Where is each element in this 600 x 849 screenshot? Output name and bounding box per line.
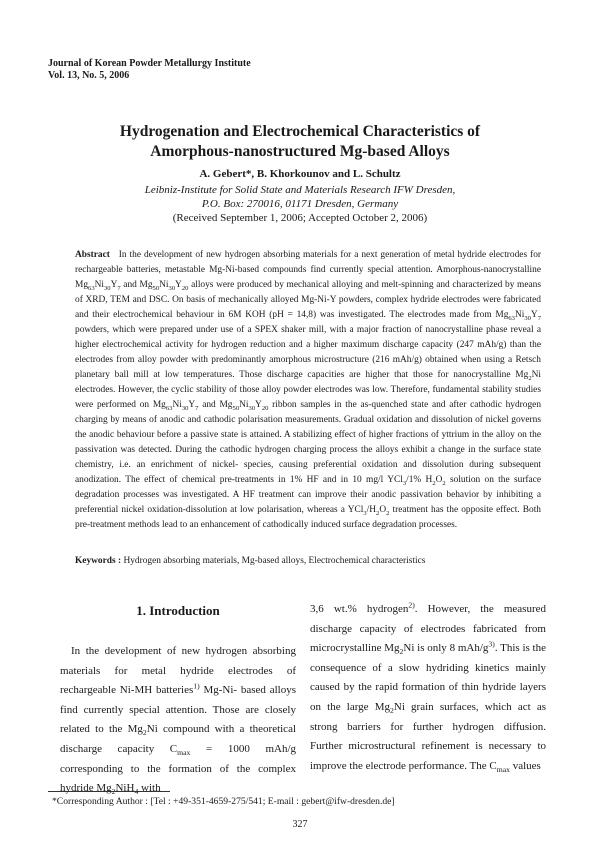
received-dates: (Received September 1, 2006; Accepted October 2, 2006) [172, 212, 428, 224]
subscript: 2 [386, 509, 390, 517]
title-line-1: Hydrogenation and Electrochemical Characteristics of [119, 123, 481, 140]
subscript: 63 [165, 404, 173, 412]
subscript: 7 [537, 314, 541, 322]
subscript: 63 [88, 284, 95, 292]
left-column [60, 600, 296, 799]
abstract-text: Y [255, 400, 262, 410]
abstract-text: solution on the surface degradation processes was investigated. A HF treatment can improve their anodic passivation behavior by inhibiting a preferential nickel oxidation-dissolution at low polarisation, whereas a YCl [75, 475, 542, 515]
abstract-text: Y [175, 280, 182, 290]
corresponding-author-footnote: *Corresponding Author : [Tel : +49-351-4659-275/541; E-mail : gebert@ifw-dresden.de] [52, 796, 395, 807]
abstract-text: Ni electrodes. However, the cyclic stability of those alloy powder electrodes was low. Therefore, fundamental stability studies were performed on Mg [75, 370, 541, 410]
affiliation-line-1: Leibniz-Institute for Solid State and Materials Research IFW Dresden, [144, 184, 456, 196]
intro-paragraph-left [60, 642, 296, 799]
subscript: 7 [195, 404, 199, 412]
abstract-text: Ni [172, 400, 182, 410]
subscript: 2 [142, 728, 147, 738]
subscript: 2 [399, 647, 404, 657]
subscript: 30 [524, 314, 531, 322]
subscript: 20 [181, 284, 189, 292]
body-text: = 1000 mAh/g corresponding to the formation of the complex hydride Mg [60, 742, 296, 795]
journal-volume: Vol. 13, No. 5, 2006 [48, 70, 130, 81]
subscript: 2 [442, 479, 446, 487]
abstract-text: In the development of new hydrogen absorbing materials for a next generation of metal hydride electrodes for rechargeable batteries, metastable Mg-Ni-based compounds find currently special attention. Amorphous-nanocrystalline Mg [75, 250, 542, 290]
footnote-divider [48, 791, 170, 792]
subscript: 30 [103, 284, 111, 292]
subscript: max [496, 764, 510, 774]
body-text: with [138, 782, 161, 795]
subscript: 2 [432, 479, 436, 487]
body-text: . This is the consequence of a slow hydriding kinetics mainly caused by the rapid formation of thin hydride layers on the large Mg [310, 642, 546, 713]
body-text: Ni grain surfaces, which act as strong barriers for further hydrogen diffusion. Further microstructural refinement is necessary to improve the electrode performance. The C [310, 700, 546, 772]
abstract-text: Y [188, 400, 196, 410]
subscript: 3 [402, 479, 407, 487]
subscript: 2 [111, 787, 116, 797]
subscript: 20 [261, 404, 269, 412]
body-text: Ni compound with a theoretical discharge capacity C [60, 723, 297, 755]
citation: 3) [488, 639, 495, 649]
citation: 2) [408, 600, 415, 610]
abstract-text: powders, which were prepared under use of a SPEX shaker mill, with a major fraction of nanocrystalline phase reveal a higher electrochemical activity for hydrogen reduction and a higher maximum discharge capacity (247 mAh/g) than the electrodes from alloy powder with predominantly amorphous microstructure (216 mAh/g) obtained when using a Retsch planetary ball mill at low temperatures. Those discharge capacities are higher that those for nanocrystalline Mg [75, 325, 541, 380]
abstract-text: Ni [239, 400, 249, 410]
abstract-text: Y [530, 310, 538, 320]
subscript: 30 [168, 284, 176, 292]
body-text: NiH [115, 782, 135, 795]
abstract-text: alloys were produced by mechanical alloying and melt-spinning and characterized by means of XRD, TEM and DSC. On basis of mechanically alloyed Mg-Ni-Y powders, complex hydride electrodes were fabricated and their electrochemical behaviour in 6M KOH (pH = 14,8) was investigated. The electrodes made from Mg [75, 280, 541, 320]
keywords [75, 556, 541, 566]
authors: A. Gebert*, B. Khorkounov and L. Schultz [199, 168, 401, 180]
abstract-text: Y [110, 280, 118, 290]
journal-name: Journal of Korean Powder Metallurgy Institute [48, 58, 251, 69]
page-number: 327 [292, 819, 308, 830]
subscript: max [177, 748, 191, 758]
section-heading: 1. Introduction [136, 603, 220, 618]
body-text: In the development of new hydrogen absorbing materials for metal hydride electrodes of rechargeable Ni-MH batteries [60, 645, 296, 697]
body-text: values [509, 759, 541, 772]
abstract-text: Ni [94, 280, 104, 290]
abstract-text: /H [366, 505, 377, 515]
abstract-text: and Mg [198, 400, 233, 410]
subscript: 50 [232, 404, 240, 412]
body-text: . However, the measured discharge capacity of electrodes fabricated from microcrystalline Mg [310, 603, 546, 655]
abstract-text: treatment has the opposite effect. Both pre-treatment methods lead to an enhancement of cathodically induced surface degradation processes. [75, 505, 541, 530]
abstract-label: Abstract [75, 250, 110, 260]
paper-title [40, 122, 560, 162]
affiliation-line-2: P.O. Box: 270016, 01171 Dresden, Germany [201, 198, 399, 210]
body-text: Mg-Ni- based alloys find currently special attention. Those are closely related to the Mg [60, 684, 297, 736]
subscript: 4 [134, 787, 139, 797]
subscript: 7 [117, 284, 121, 292]
abstract-text: Ni [514, 310, 525, 320]
subscript: 3 [363, 509, 367, 517]
right-column [310, 600, 546, 776]
abstract-text: /1% H [406, 475, 433, 485]
abstract-text: and Mg [120, 280, 153, 290]
title-line-2: Amorphous-nanostructured Mg-based Alloys [150, 143, 450, 160]
body-text: Ni is only 8 mAh/g [403, 642, 489, 655]
abstract-text: ribbon samples in the as-quenched state and after cathodic hydrogen charging by means of anodic and cathodic polarisation measurements. Gradual oxidation and dissolution of nickel governs the anodic behaviour before a passive state is attained. A stabilizing effect of higher fractions of yttrium in the alloy on the passivation was detected. During the cathodic hydrogen charging process the alloys exhibit a change in the surface state chemistry, i.e. an enrichment of nickel- species, causing preferential oxidation and dissolution during subsequent anodization. The effect of chemical pre-treatments in 1% HF and in 10 mg/l YCl [75, 400, 542, 485]
subscript: 2 [390, 706, 394, 716]
subscript: 2 [376, 509, 380, 517]
body-text: 3,6 wt.% hydrogen [310, 603, 409, 615]
keywords-text: Hydrogen absorbing materials, Mg-based alloys, Electrochemical characteristics [123, 556, 426, 566]
journal-header [48, 58, 251, 82]
abstract-text: Ni [159, 280, 169, 290]
abstract-text: O [379, 505, 387, 515]
subscript: 2 [528, 374, 532, 382]
citation: 1) [193, 681, 200, 691]
subscript: 30 [248, 404, 256, 412]
keywords-label: Keywords : [75, 556, 122, 566]
intro-paragraph-right [310, 600, 546, 776]
subscript: 50 [152, 284, 160, 292]
abstract-text: O [435, 475, 443, 485]
subscript: 63 [508, 314, 515, 322]
abstract [75, 248, 541, 533]
subscript: 30 [181, 404, 189, 412]
